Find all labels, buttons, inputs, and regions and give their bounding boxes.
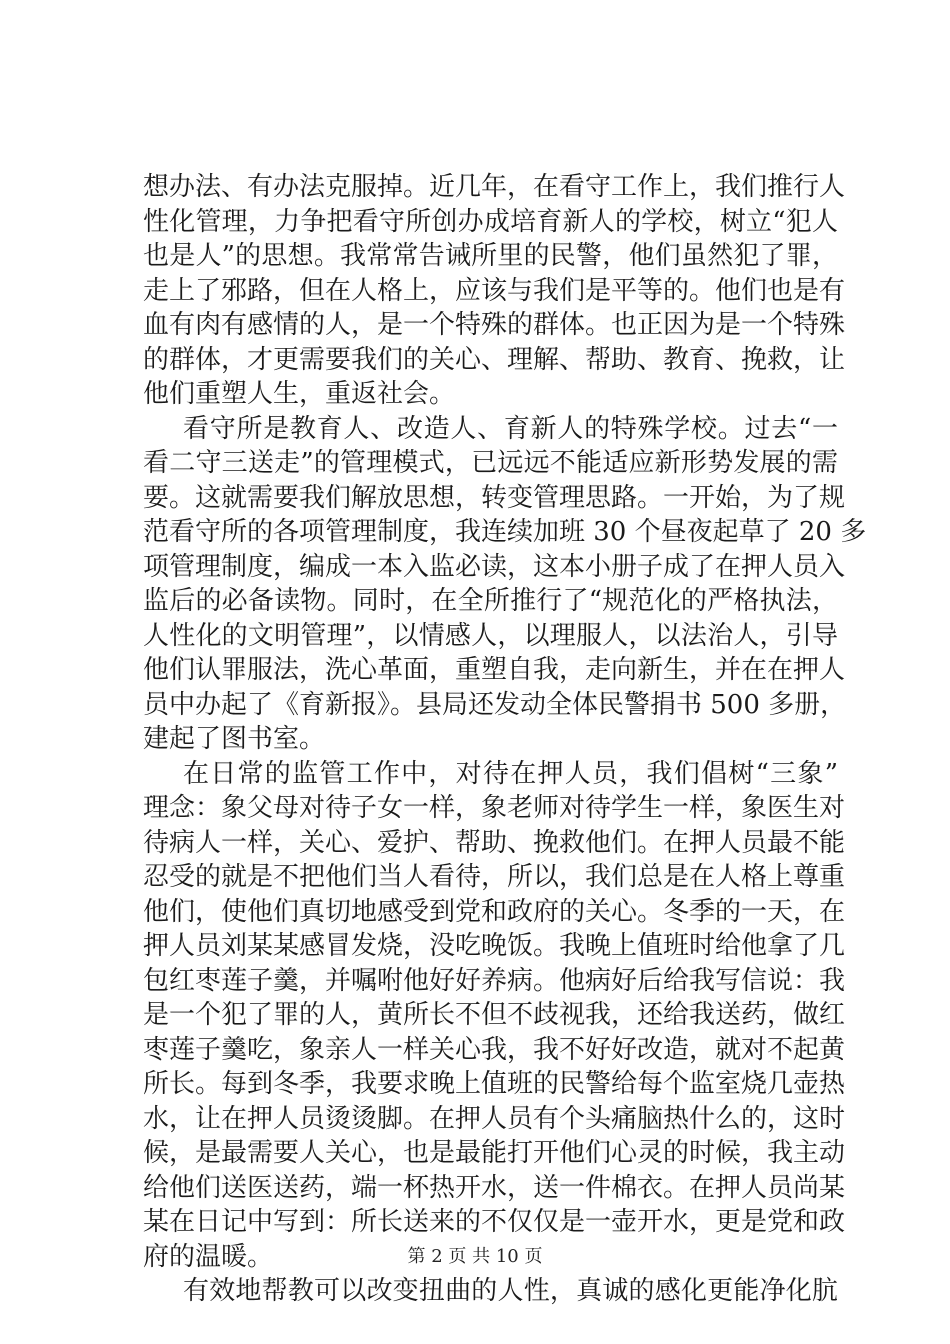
text-line: 监后的必备读物。同时，在全所推行了“规范化的严格执法， — [143, 586, 838, 616]
text-line: 他们，使他们真切地感受到党和政府的关心。冬季的一天，在 — [143, 896, 846, 927]
text-line: 所长。每到冬季，我要求晚上值班的民警给每个监室烧几壶热 — [143, 1069, 846, 1099]
text-line: 的群体，才更需要我们的关心、理解、帮助、教育、挽救，让 — [143, 344, 846, 375]
text-line: 枣莲子羹吃，象亲人一样关心我，我不好好改造，就对不起黄 — [143, 1034, 846, 1065]
text-line: 性化管理，力争把看守所创办成培育新人的学校，树立“犯人 — [143, 206, 838, 237]
text-line: 候，是最需要人关心，也是最能打开他们心灵的时候，我主动 — [143, 1138, 846, 1168]
text-line: 要。这就需要我们解放思想，转变管理思路。一开始，为了规 — [143, 482, 846, 513]
page-number: 第 2 页 共 10 页 — [407, 1246, 543, 1267]
text-line: 府的温暖。 — [143, 1241, 274, 1272]
text-line: 水，让在押人员烫烫脚。在押人员有个头痛脑热什么的，这时 — [143, 1103, 846, 1134]
text-line: 包红枣莲子羹，并嘱咐他好好养病。他病好后给我写信说：我 — [143, 965, 846, 996]
document-body — [143, 170, 867, 1309]
text-line: 给他们送医送药，端一杯热开水，送一件棉衣。在押人员尚某 — [143, 1172, 846, 1203]
text-line: 员中办起了《育新报》。县局还发动全体民警捐书 500 多册， — [143, 689, 847, 720]
text-line: 想办法、有办法克服掉。近几年，在看守工作上，我们推行人 — [143, 172, 846, 202]
text-line: 待病人一样，关心、爱护、帮助、挽救他们。在押人员最不能 — [143, 827, 846, 858]
text-line: 血有肉有感情的人，是一个特殊的群体。也正因为是一个特殊 — [143, 310, 846, 340]
text-line: 某在日记中写到：所长送来的不仅仅是一壶开水，更是党和政 — [143, 1207, 846, 1237]
text-line: 押人员刘某某感冒发烧，没吃晚饭。我晚上值班时给他拿了几 — [143, 931, 846, 961]
text-line: 他们认罪服法，洗心革面，重塑自我，走向新生，并在在押人 — [143, 655, 846, 685]
text-line: 范看守所的各项管理制度，我连续加班 30 个昼夜起草了 20 多 — [143, 517, 867, 547]
text-line: 建起了图书室。 — [143, 724, 326, 754]
text-line: 项管理制度，编成一本入监必读，这本小册子成了在押人员入 — [143, 551, 846, 582]
text-line: 走上了邪路，但在人格上，应该与我们是平等的。他们也是有 — [143, 275, 846, 306]
text-line: 他们重塑人生，重返社会。 — [143, 379, 456, 409]
paragraph-first-line: 看守所是教育人、改造人、育新人的特殊学校。过去“一 — [183, 413, 838, 444]
text-line: 看二守三送走”的管理模式，已远远不能适应新形势发展的需 — [143, 448, 838, 478]
text-line: 也是人”的思想。我常常告诫所里的民警，他们虽然犯了罪， — [143, 241, 838, 271]
text-line: 忍受的就是不把他们当人看待，所以，我们总是在人格上尊重 — [143, 862, 846, 892]
paragraph-first-line: 在日常的监管工作中，对待在押人员，我们倡树“三象” — [183, 758, 838, 789]
text-line: 理念：象父母对待子女一样，象老师对待学生一样，象医生对 — [143, 793, 846, 823]
text-line: 人性化的文明管理”，以情感人，以理服人，以法治人，引导 — [143, 620, 838, 651]
paragraph-first-line: 有效地帮教可以改变扭曲的人性，真诚的感化更能净化肮 — [183, 1276, 838, 1306]
text-line: 是一个犯了罪的人，黄所长不但不歧视我，还给我送药，做红 — [143, 1000, 846, 1030]
